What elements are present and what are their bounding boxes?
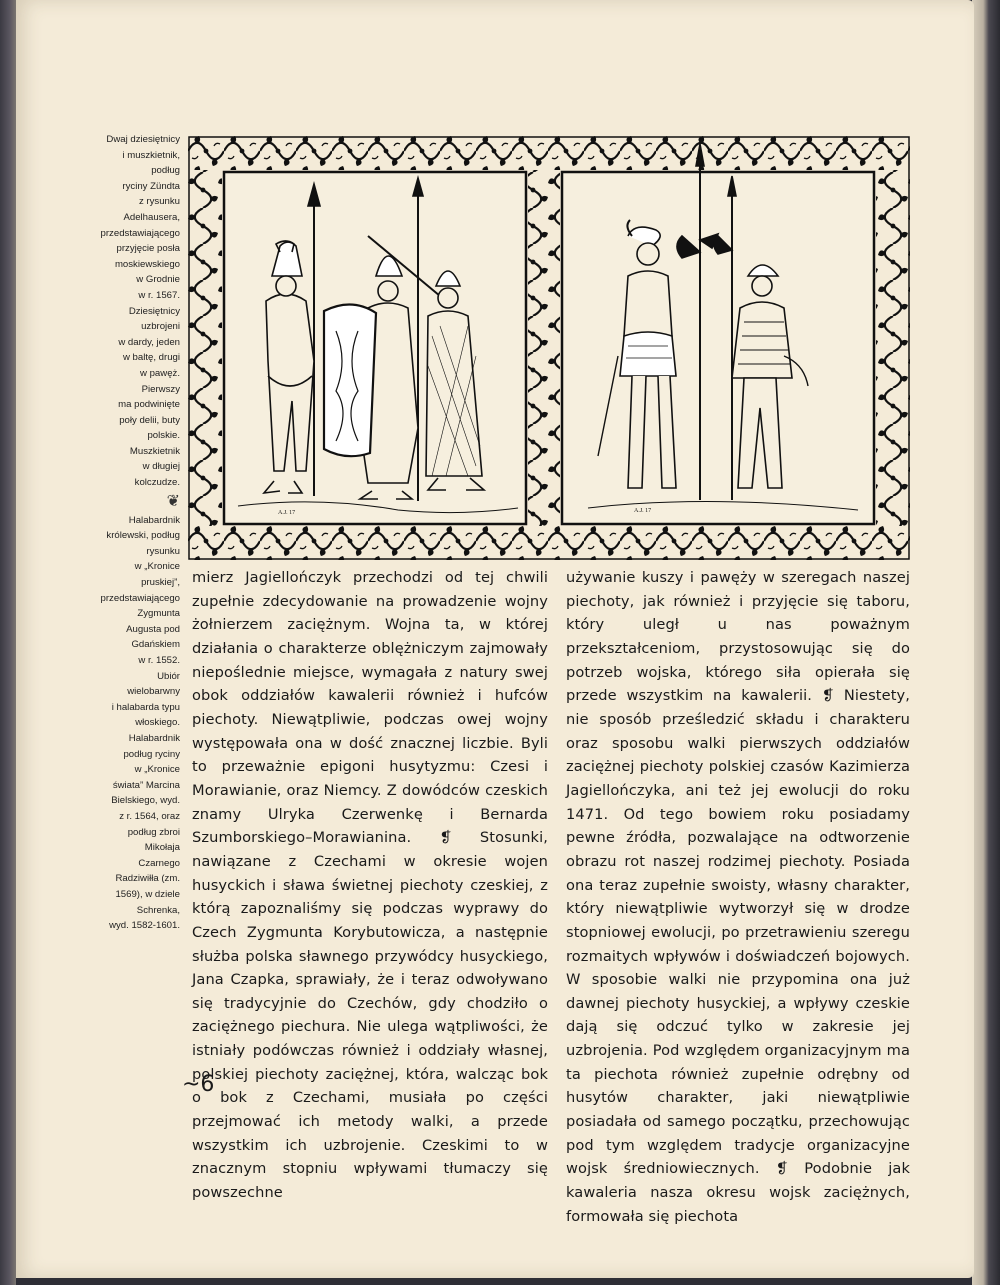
caption-line: w baltę, drugi [122, 352, 180, 364]
caption-line: w dardy, jeden [118, 336, 180, 348]
caption-line: ryciny Zündta [122, 180, 180, 192]
caption-line: 1569), w dziele [115, 888, 180, 900]
caption-line: w długiej [142, 461, 180, 473]
side-caption [76, 132, 180, 934]
caption-line: pruskiej”, [141, 577, 180, 589]
caption-line: podług zbroi [127, 826, 180, 838]
frame-left-border [188, 170, 222, 526]
caption-line: w Grodnie [136, 274, 180, 286]
caption-line: wyd. 1582-1601. [109, 920, 180, 932]
frame-right-border [876, 170, 910, 526]
caption-line: poły delii, buty [119, 414, 180, 426]
caption-line: Radziwiłła (zm. [115, 873, 180, 885]
caption-line: Mikołaja [144, 842, 180, 854]
caption-line: Dziesiętnicy [128, 305, 180, 317]
caption-line: wielobarwny [127, 686, 180, 698]
caption-line: przedstawiającego [100, 227, 180, 239]
column-left-text: mierz Jagiellończyk przechodzi od tej chwili zupełnie zdecydowanie na prowadzenie wojny żołnierzem zaciężnym. Wojna ta, w której działania o charakterze oblężniczym zajmowały niepoślednie miejsce, wymagała z natury swej obok oddziałów kawalerii również i hufców piechoty. Niewątpliwie, podczas owej wojny występowała ona w dość znacznej liczbie. Byli to przeważnie epigoni husytyzmu: Czesi i Morawianie, oraz Niemcy. Z dowódców czeskich znamy Ulryka Czerwenkę i Bernarda Szumborskiego–Morawianina. ❡ Stosunki, nawiązane z Czechami w okresie wojen husyckich i sława świetnej piechoty czeskiej, z którą zapoznaliśmy się podczas wyprawy do Czech Zygmunta Korybutowicza, a następnie służba polska sławnego przywódcy husyckiego, Jana Czapka, sprawiały, że i teraz odwoływano się tradycyjnie do Czechów, gdy chodziło o zaciężnego piechura. Nie ulega wątpliwości, że istniały podówczas również i oddziały własnej, polskiej piechoty zaciężnej, która, walcząc bok o bok z Czechami, musiała po części przejmować ich metody walki, a przede wszystkim ich uzbrojenie. Czeskimi to w znacznym stopniu wpływami tłumaczy się powszechne [192, 569, 548, 1202]
caption-line: Bielskiego, wyd. [111, 795, 180, 807]
caption-line: podług ryciny [123, 748, 180, 760]
caption-line: ma podwinięte [118, 399, 180, 411]
caption-line: uzbrojeni [141, 321, 180, 333]
left-signature: A.J. 17 [278, 510, 296, 516]
caption-line: Zygmunta [137, 608, 180, 620]
text-column-left [192, 566, 548, 1205]
caption-line: w pawęż. [140, 367, 180, 379]
caption-line: w „Kronice [134, 764, 180, 776]
leaf-ornament-icon: ❦ [166, 492, 180, 510]
right-signature: A.J. 17 [634, 508, 652, 514]
caption-line: rysunku [146, 545, 180, 557]
caption-line: Gdańskiem [131, 639, 180, 651]
caption-line: Halabardnik [128, 514, 180, 526]
frame-center-border [528, 170, 560, 526]
caption-line: z r. 1564, oraz [119, 810, 180, 822]
caption-line: kolczudze. [134, 477, 180, 489]
caption-line: w „Kronice [134, 561, 180, 573]
caption-line: moskiewskiego [114, 258, 180, 270]
text-column-right [566, 566, 910, 1228]
caption-line: polskie. [147, 430, 180, 442]
caption-line: królewski, podług [106, 530, 180, 542]
frame-top-border [188, 136, 910, 170]
caption-line: Muszkietnik [129, 445, 180, 457]
caption-line: z rysunku [138, 196, 180, 208]
caption-line: Dwaj dziesiętnicy [106, 134, 180, 145]
caption-line: Schrenka, [136, 904, 180, 916]
page-edge [972, 0, 1000, 1285]
caption-line: i muszkietnik, [122, 149, 180, 161]
caption-line: w r. 1567. [138, 289, 180, 301]
caption-line: i halabarda typu [111, 701, 180, 713]
book-spine [0, 0, 16, 1285]
caption-line: Pierwszy [141, 383, 180, 395]
caption-line: Halabardnik [128, 732, 180, 744]
column-right-text: używanie kuszy i pawęży w szeregach naszej piechoty, jak również i przyjęcie się taboru, który uległ u nas poważnym przekształceniom, przystosowując się do potrzeb wojska, którego siła opierała się przede wszystkim na kawalerii. ❡ Niestety, nie sposób prześledzić składu i charakteru oraz sposobu walki pierwszych oddziałów zaciężnej piechoty polskiej czasów Kazimierza Jagiellończyka, ani też jej ewolucji do roku 1471. Od tego bowiem roku posiadamy pewne źródła, pozwalające na odtworzenie obrazu rot naszej rodzimej piechoty. Posiada ona teraz zupełnie swoisty, własny charakter, który niewątpliwie wytworzył się w drodze stopniowej ewolucji, po przetrawieniu szeregu rozmaitych wpływów i doświadczeń bojowych. W sposobie walki nie przypomina ona już dawnej piechoty husyckiej, a wpływy czeskie dają się odczuć tylko w zakresie jej uzbrojenia. Pod względem organizacyjnym ma ta piechota również zupełnie odrębny od husytów charakter, jaki niewątpliwie posiadała od samego początku, przechowując pod tym względem tradycje organizacyjne wojsk średniowiecznych. ❡ Podobnie jak kawaleria nasza okresu wojsk zaciężnych, formowała się piechota [566, 569, 910, 1225]
caption-line: włoskiego. [135, 717, 180, 729]
page-number: ~6 [182, 1072, 215, 1097]
caption-line: podług [151, 165, 180, 177]
caption-line: Adelhausera, [123, 211, 180, 223]
caption-line: Ubiór [157, 670, 180, 682]
caption-line: świata” Marcina [112, 779, 180, 791]
caption-line: przedstawiającego [100, 592, 180, 604]
caption-line: Czarnego [138, 857, 180, 869]
frame-bottom-border [188, 526, 910, 560]
caption-line: przyjęcie posła [116, 243, 180, 255]
caption-line: Augusta pod [126, 623, 180, 635]
right-panel [562, 172, 874, 524]
caption-line: w r. 1552. [138, 655, 180, 666]
illustration-frame [188, 136, 910, 560]
